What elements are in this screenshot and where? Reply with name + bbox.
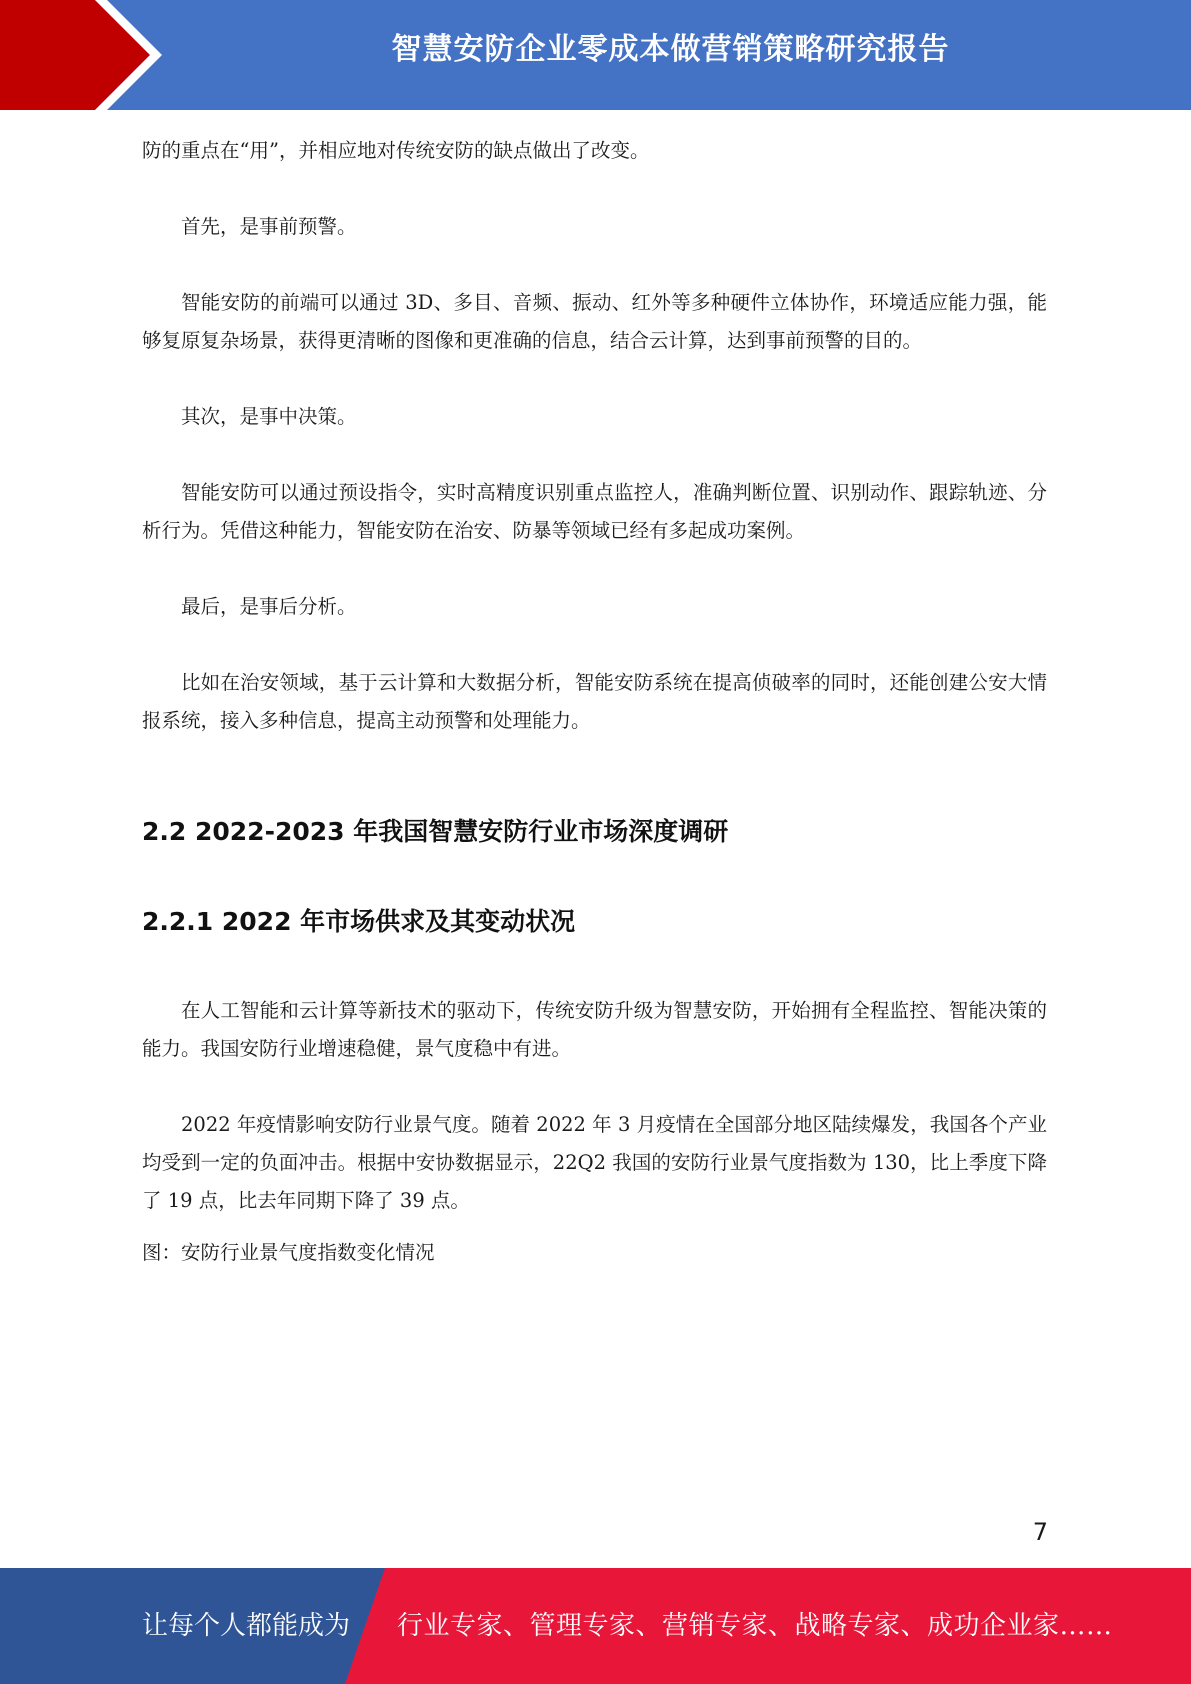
section-heading: 2.2 2022-2023 年我国智慧安防行业市场深度调研 — [142, 817, 729, 846]
paragraph: 最后，是事后分析。 — [181, 595, 357, 618]
paragraph: 在人工智能和云计算等新技术的驱动下，传统安防升级为智慧安防，开始拥有全程监控、智能决策的能力。我国安防行业增速稳健，景气度稳中有进。 — [142, 999, 1047, 1060]
paragraph: 比如在治安领域，基于云计算和大数据分析，智能安防系统在提高侦破率的同时，还能创建公安大情报系统，接入多种信息，提高主动预警和处理能力。 — [142, 671, 1047, 732]
header-chevron-decoration — [0, 0, 200, 110]
paragraph: 2022 年疫情影响安防行业景气度。随着 2022 年 3 月疫情在全国部分地区陆续爆发，我国各个产业均受到一定的负面冲击。根据中安协数据显示，22Q2 我国的安防行业景气度指数为 130，比上季度下降了 19 点，比去年同期下降了 39 点。 — [142, 1113, 1047, 1212]
figure-caption: 图：安防行业景气度指数变化情况 — [142, 1241, 435, 1264]
paragraph: 智能安防可以通过预设指令，实时高精度识别重点监控人，准确判断位置、识别动作、跟踪轨迹、分析行为。凭借这种能力，智能安防在治安、防暴等领域已经有多起成功案例。 — [142, 481, 1047, 542]
paragraph: 智能安防的前端可以通过 3D、多目、音频、振动、红外等多种硬件立体协作，环境适应能力强，能够复原复杂场景，获得更清晰的图像和更准确的信息，结合云计算，达到事前预警的目的。 — [142, 291, 1047, 352]
subsection-heading: 2.2.1 2022 年市场供求及其变动状况 — [142, 907, 576, 936]
footer-slogan-right: 行业专家、管理专家、营销专家、战略专家、成功企业家…… — [397, 1611, 1113, 1641]
paragraph: 首先，是事前预警。 — [181, 215, 357, 238]
footer-slogan-left: 让每个人都能成为 — [142, 1611, 351, 1641]
report-title: 智慧安防企业零成本做营销策略研究报告 — [391, 32, 950, 67]
page-header — [0, 0, 1191, 110]
page-content — [142, 132, 1047, 1272]
paragraph: 防的重点在“用”，并相应地对传统安防的缺点做出了改变。 — [142, 139, 650, 162]
page-number: 7 — [1032, 1518, 1048, 1546]
page-footer — [0, 1568, 1191, 1684]
paragraph: 其次，是事中决策。 — [181, 405, 357, 428]
